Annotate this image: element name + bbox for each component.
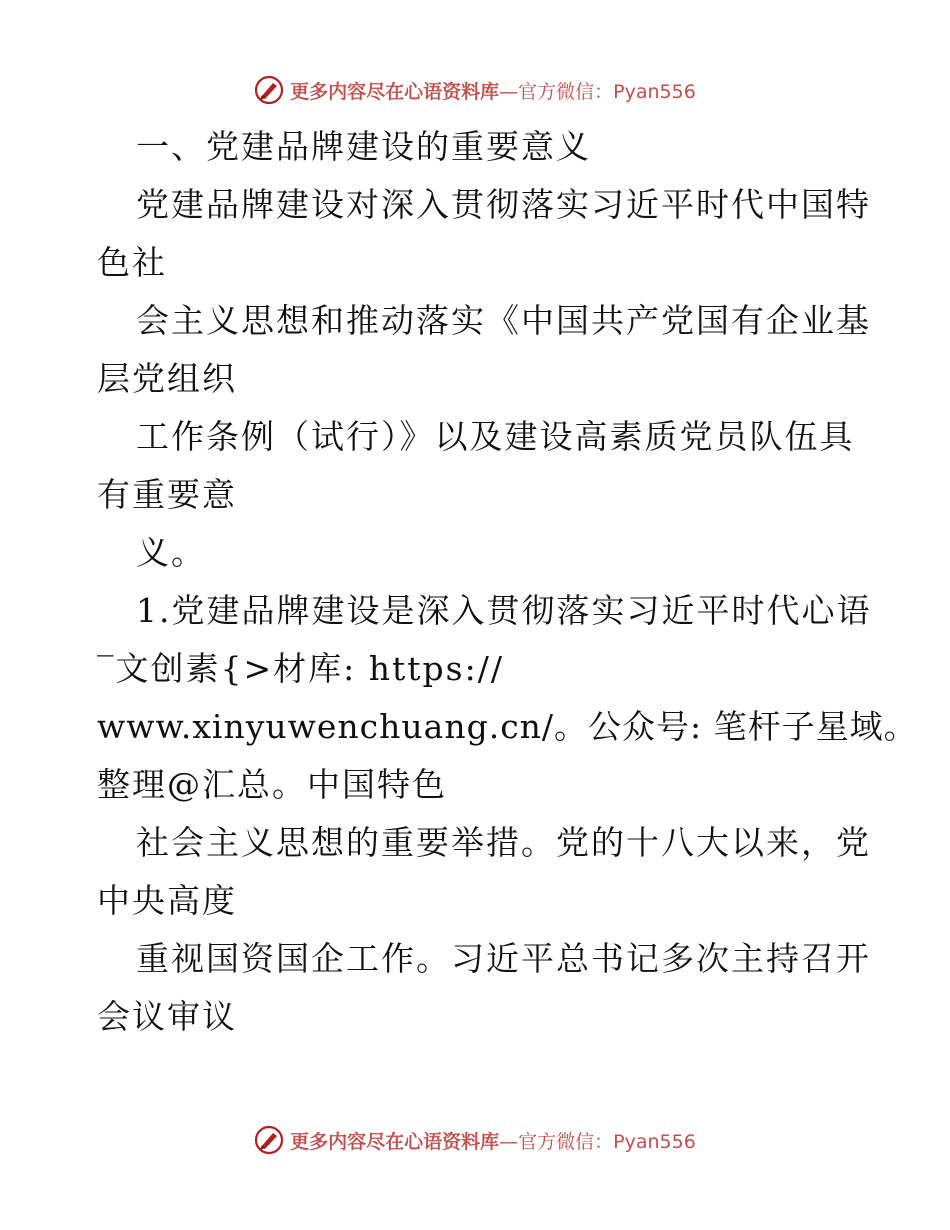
pen-logo-icon [254, 75, 284, 105]
banner-main-text: 更多内容尽在心语资料库 [290, 1130, 500, 1153]
footer-banner [0, 1120, 950, 1160]
paragraph-line: 会主义思想和推动落实《中国共产党国有企业基 [136, 301, 871, 340]
banner-main-text: 更多内容尽在心语资料库 [290, 80, 500, 103]
pen-logo-icon [254, 1125, 284, 1155]
banner-dash: — [499, 1130, 519, 1153]
paragraph-line: 色社 [97, 243, 167, 282]
paragraph-line: 党建品牌建设对深入贯彻落实习近平时代中国特 [136, 185, 871, 224]
paragraph-line: www.xinyuwenchuang.cn/。公众号: 笔杆子星域。 [97, 707, 918, 746]
paragraph-line: 整理@汇总。中国特色 [97, 765, 447, 804]
paragraph-line: 层党组织 [97, 359, 237, 398]
paragraph-line: 社会主义思想的重要举措。党的十八大以来，党 [136, 823, 871, 862]
paragraph-line: 义。 [136, 533, 206, 572]
document-body [97, 118, 918, 1046]
header-banner [0, 70, 950, 110]
paragraph-line: 工作条例（试行）》以及建设高素质党员队伍具 [136, 417, 855, 456]
banner-dash: — [499, 80, 519, 103]
paragraph-line: 有重要意 [97, 475, 237, 514]
section-heading: 一、党建品牌建设的重要意义 [136, 127, 591, 166]
banner-wechat-text: 官方微信：Pyan556 [518, 80, 696, 103]
banner-text [290, 77, 696, 104]
paragraph-line: 中央高度 [97, 881, 237, 920]
paragraph-line: 1.党建品牌建设是深入贯彻落实习近平时代心语 [136, 591, 872, 630]
paragraph-line: 会议审议 [97, 997, 237, 1036]
paragraph-line: ‾文创素{>材库: https:// [97, 649, 504, 688]
paragraph-line: 重视国资国企工作。习近平总书记多次主持召开 [136, 939, 871, 978]
banner-text [290, 1127, 696, 1154]
banner-wechat-text: 官方微信：Pyan556 [518, 1130, 696, 1153]
